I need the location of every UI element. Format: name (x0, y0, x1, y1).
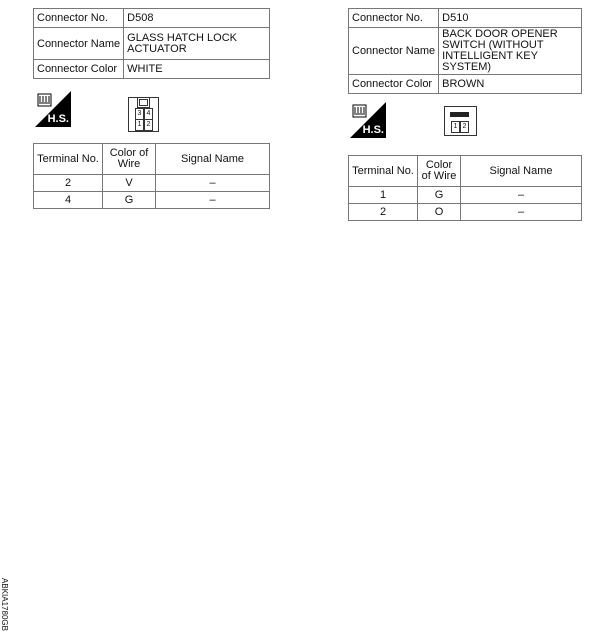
wire-color-cell: V (103, 175, 156, 192)
pin-2: 2 (460, 121, 469, 133)
connector-latch (450, 112, 469, 117)
connector-color-value: WHITE (124, 60, 270, 79)
connector-no-row (34, 9, 270, 28)
connector-info-table (33, 8, 270, 79)
connector-color-value: BROWN (439, 75, 582, 94)
signal-cell: – (461, 204, 582, 221)
signal-cell: – (156, 175, 270, 192)
terminal-table-d508-wrap (33, 143, 270, 209)
connector-no-value: D510 (439, 9, 582, 28)
terminal-cell: 4 (34, 192, 103, 209)
connector-name-label: Connector Name (349, 28, 439, 75)
header-terminal-no: Terminal No. (349, 156, 418, 187)
terminal-cell: 1 (349, 187, 418, 204)
harness-clip-icon (352, 104, 367, 118)
pin-1: 1 (451, 121, 460, 133)
figure-code: ABKIA1780GB (0, 578, 9, 631)
pin-4: 4 (144, 108, 153, 120)
table-row (349, 204, 582, 221)
connector-name-row (349, 28, 582, 75)
connector-name-row (34, 28, 270, 60)
connector-color-row (34, 60, 270, 79)
hs-label: H.S. (47, 113, 69, 125)
header-color-of-wire: Color of Wire (418, 156, 461, 187)
connector-name-label: Connector Name (34, 28, 124, 60)
wire-color-cell: O (418, 204, 461, 221)
terminal-cell: 2 (349, 204, 418, 221)
terminal-table (348, 155, 582, 221)
table-row (34, 175, 270, 192)
table-row (34, 192, 270, 209)
signal-cell: – (461, 187, 582, 204)
connector-face-d508 (128, 97, 159, 132)
pin-2: 2 (144, 119, 153, 131)
terminal-header-row (34, 144, 270, 175)
terminal-cell: 2 (34, 175, 103, 192)
harness-clip-icon (37, 93, 52, 107)
terminal-header-row (349, 156, 582, 187)
wire-color-cell: G (418, 187, 461, 204)
connector-d510 (348, 8, 582, 94)
connector-no-value: D508 (124, 9, 270, 28)
pin-3: 3 (135, 108, 144, 120)
pin-1: 1 (135, 119, 144, 131)
terminal-table-d510-wrap (348, 155, 582, 221)
connector-d508 (33, 8, 270, 79)
terminal-table (33, 143, 270, 209)
connector-face-d510 (444, 106, 477, 136)
connector-name-value: BACK DOOR OPENER SWITCH (WITHOUT INTELLIGENT KEY SYSTEM) (439, 28, 582, 75)
wire-color-cell: G (103, 192, 156, 209)
header-terminal-no: Terminal No. (34, 144, 103, 175)
connector-no-label: Connector No. (34, 9, 124, 28)
connector-info-table (348, 8, 582, 94)
hs-label: H.S. (362, 124, 384, 136)
hs-icon (350, 102, 386, 138)
connector-no-label: Connector No. (349, 9, 439, 28)
hs-icon (35, 91, 71, 127)
header-signal-name: Signal Name (156, 144, 270, 175)
connector-name-value: GLASS HATCH LOCK ACTUATOR (124, 28, 270, 60)
connector-no-row (349, 9, 582, 28)
signal-cell: – (156, 192, 270, 209)
header-signal-name: Signal Name (461, 156, 582, 187)
connector-color-row (349, 75, 582, 94)
connector-latch-inner (139, 99, 148, 106)
table-row (349, 187, 582, 204)
connector-color-label: Connector Color (34, 60, 124, 79)
header-color-of-wire: Color of Wire (103, 144, 156, 175)
connector-color-label: Connector Color (349, 75, 439, 94)
